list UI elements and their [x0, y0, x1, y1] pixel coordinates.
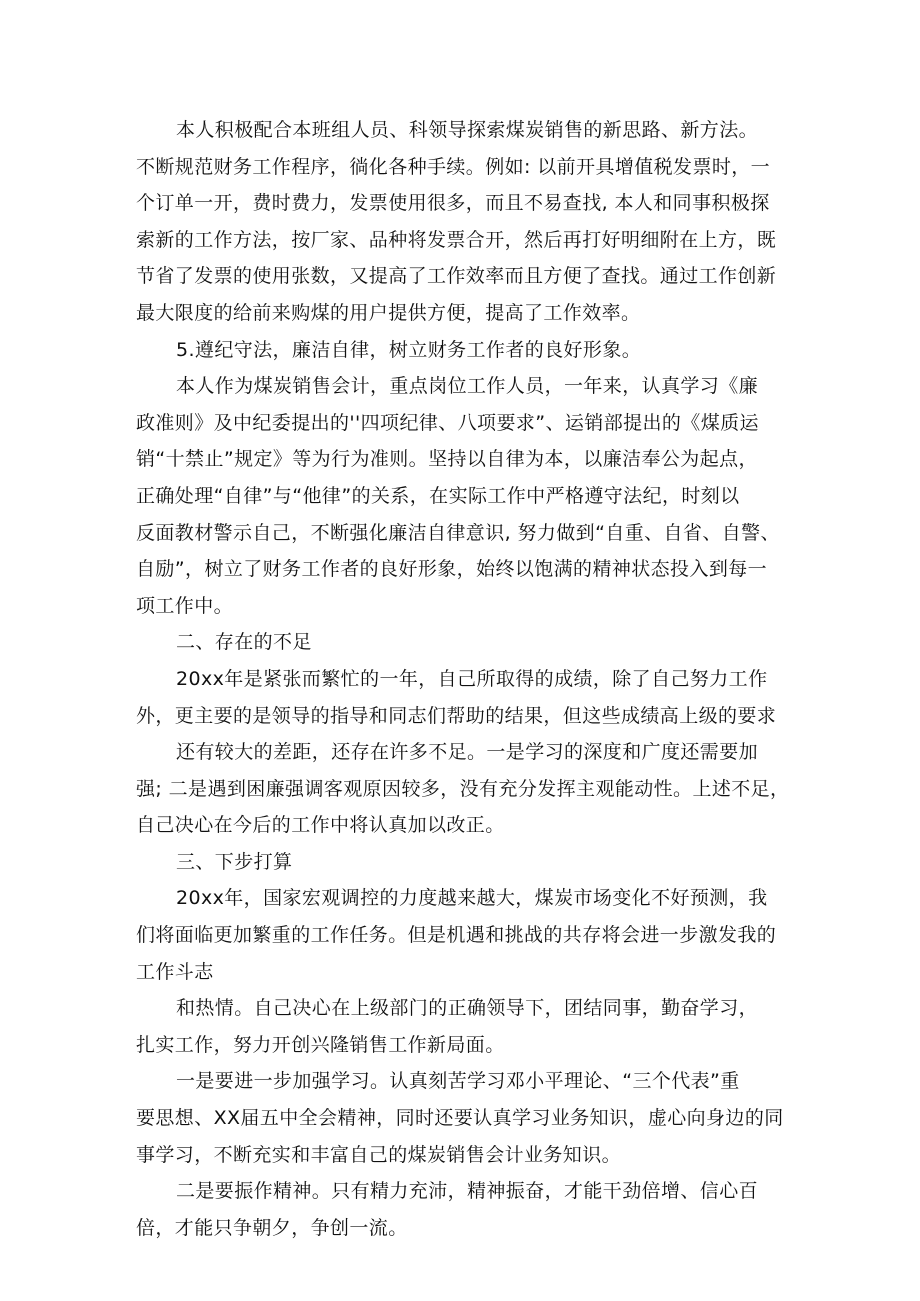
paragraph-line: 正确处理“自律”与“他律”的关系，在实际工作中严格遵守法纪，时刻以 — [136, 484, 740, 507]
paragraph-line: 政准则》及中纪委提出的''四项纪律、八项要求”、运销部提出的《煤质运 — [136, 411, 759, 434]
paragraph-line: 二是要振作精神。只有精力充沛，精神振奋，才能干劲倍增、信心百 — [176, 1180, 759, 1203]
section-heading: 三、下步打算 — [176, 850, 293, 873]
paragraph-line: 销“十禁止”规定》等为行为准则。坚持以自律为本，以廉洁奉公为起点， — [136, 448, 758, 471]
paragraph-line: 个订单一开，费时费力，发票使用很多，而且不易查找, 本人和同事积极探 — [136, 192, 770, 215]
paragraph-line: 反面教材警示自己，不断强化廉洁自律意识, 努力做到“自重、自省、自警、 — [136, 521, 780, 544]
section-heading: 二、存在的不足 — [176, 631, 312, 654]
paragraph-line: 外，更主要的是领导的指导和同志们帮助的结果，但这些成绩高上级的要求 — [136, 704, 777, 727]
paragraph-line: 本人积极配合本班组人员、科领导探索煤炭销售的新思路、新方法。 — [176, 119, 759, 141]
paragraph-line: 索新的工作方法，按厂家、品种将发票合开，然后再打好明细附在上方，既 — [136, 228, 777, 251]
paragraph-line: 一是要进一步加强学习。认真刻苦学习邓小平理论、“三个代表”重 — [176, 1070, 740, 1093]
paragraph-line: 20xx年，国家宏观调控的力度越来越大，煤炭市场变化不好预测，我 — [176, 887, 768, 910]
paragraph-line: 倍，才能只争朝夕，争创一流。 — [136, 1216, 408, 1239]
paragraph-line: 事学习，不断充实和丰富自己的煤炭销售会计业务知识。 — [136, 1143, 622, 1166]
paragraph-line: 本人作为煤炭销售会计，重点岗位工作人员，一年来，认真学习《廉 — [176, 375, 759, 398]
paragraph-line: 不断规范财务工作程序，徜化各种手续。例如: 以前开具增值税发票时，一 — [136, 155, 771, 178]
paragraph-line: 工作斗志 — [136, 960, 214, 983]
paragraph-line: 和热情。自己决心在上级部门的正确领导下，团结同事，勤奋学习， — [176, 997, 759, 1020]
paragraph-line: 要思想、XX届五中全会精神，同时还要认真学习业务知识，虚心向身边的同 — [136, 1107, 784, 1130]
paragraph-line: 项工作中。 — [136, 594, 234, 617]
paragraph-line: 自励”，树立了财务工作者的良好形象，始终以饱满的精神状态投入到每一 — [136, 558, 768, 581]
paragraph-line: 节省了发票的使用张数，又提高了工作效率而且方便了查找。通过工作创新 — [136, 265, 777, 288]
paragraph-line: 强; 二是遇到困廉强调客观原因较多，没有充分发挥主观能动性。上述不足， — [136, 777, 790, 800]
paragraph-line: 还有较大的差距，还存在许多不足。一是学习的深度和广度还需要加 — [176, 741, 759, 764]
paragraph-line: 最大限度的给前来购煤的用户提供方便，提高了工作效率。 — [136, 301, 641, 324]
paragraph-line: 自己决心在今后的工作中将认真加以改正。 — [136, 814, 505, 837]
document-body — [136, 112, 796, 1246]
paragraph-line: 们将面临更加繁重的工作任务。但是机遇和挑战的共存将会进一步激发我的 — [136, 924, 777, 947]
section-heading: 5.遵纪守法，廉洁自律，树立财务工作者的良好形象。 — [176, 338, 642, 361]
paragraph-line: 20xx年是紧张而繁忙的一年，自己所取得的成绩，除了自己努力工作 — [176, 667, 768, 690]
paragraph-line: 扎实工作，努力开创兴隆销售工作新局面。 — [136, 1033, 505, 1056]
